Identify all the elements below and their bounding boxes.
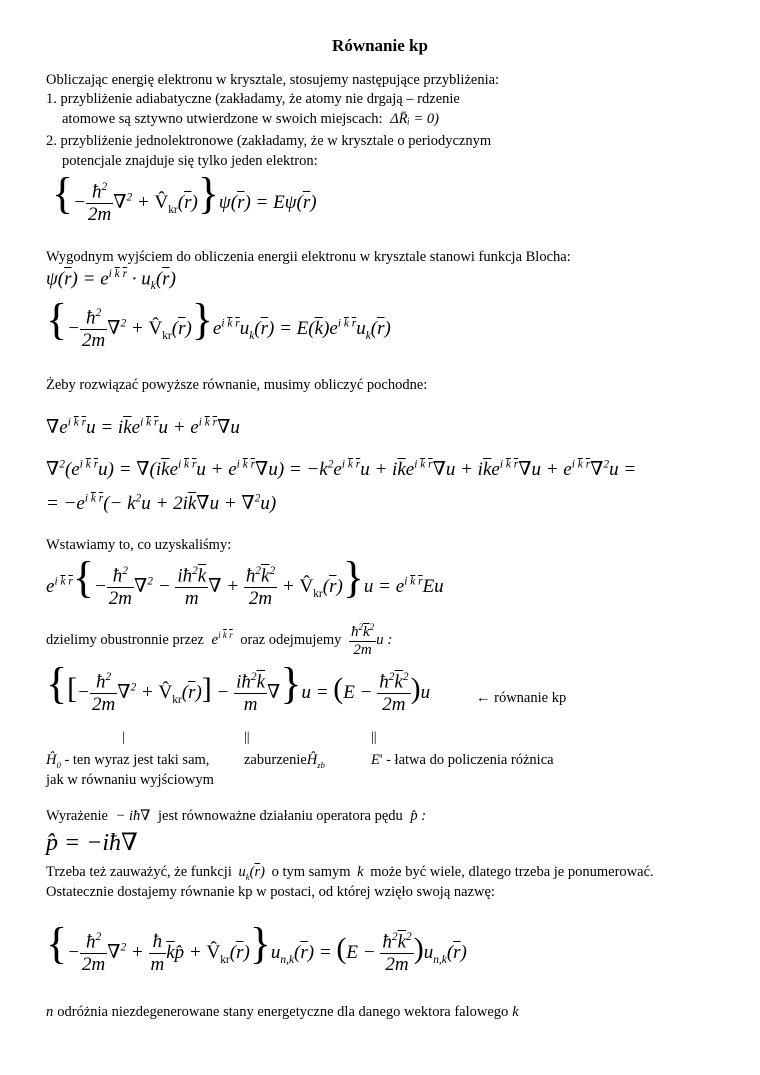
gradient-equation: $\nabla e^{i \overline{k} \overline{r}}u = i\overline{k}e^{i \overline{k} \overline{r}}u + e^{i \overline{k} \overline{r}}\nabla u$: [46, 416, 240, 438]
h0-label: $Ĥ_0$ - ten wyraz jest taki sam,: [46, 752, 210, 770]
divide-line: dzielimy obustronnie przez $e^{i \overline{k} \overline{r}}$ oraz odejmujemy $\frac{ħ^2\overline{k}^2}{2m}$ u :: [46, 622, 393, 659]
h0-label-cont: jak w równaniu wyjściowym: [46, 772, 214, 788]
momentum-operator: p̂ = −iħ∇: [46, 830, 138, 856]
approx-item-1: 1. przybliżenie adiabatyczne (zakładamy, że atomy nie drgają – rdzenie: [46, 91, 460, 107]
insert-intro: Wstawiamy to, co uzyskaliśmy:: [46, 537, 232, 553]
kp-final-equation: {− $\frac{ħ^2}{2m}$ ∇$^2$ + $\frac{ħ}{m}$ $\overline{k}p̂$ + $V̂_{kr}(\overline{r})\}u_{n,k}(\overline{r}) = (E$ − $\frac{ħ^2\overline{k}^2}{2m}$ )$u_{n,k}(\overline{r})$: [46, 919, 467, 976]
derivative-intro: Żeby rozwiązać powyższe równanie, musimy obliczyć pochodne:: [46, 377, 428, 393]
laplacian-equation-cont: = $-e^{i \overline{k} \overline{r}}(- k^2u + 2i\overline{k}\nabla u + \nabla^2u)$: [46, 492, 277, 514]
under-mark-perturb: ||: [244, 730, 250, 745]
laplacian-equation: $\nabla^2(e^{i \overline{k} \overline{r}}u) = \nabla(i\overline{k}e^{i \overline{k} \overline{r}}u + e^{i \overline{k} \overline{r}}\nabla u) = -k^2e^{i \overline{k} \overline{r}}u + i\overline{k}e^{i \overline{k} \overline{r}}\nabla u + i\overline{k}e^{i \overline{k} \overline{r}}\nabla u + e^{i \overline{k} \overline{r}}\nabla^2u$ =: [46, 458, 637, 480]
momentum-line: Wyrażenie − iħ∇ jest równoważne działaniu operatora pędu p̂ :: [46, 808, 427, 824]
kp-arrow-label: ← równanie kp: [476, 690, 567, 706]
perturbation-label: zaburzenieĤ$_{zb}$: [244, 752, 326, 770]
kp-derivation-equation: {[− $\frac{ħ^2}{2m}$ $\nabla^2 + V̂_{kr}(\overline{r})$] − $\frac{iħ^2\overline{k}}{m}$ ∇}u = (E − $\frac{ħ^2\overline{k}^2}{2m}$ )u: [46, 659, 431, 716]
approx-item-1-cont: atomowe są sztywno utwierdzone w swoich miejscach: ΔR̄ᵢ = 0): [62, 111, 439, 127]
bloch-equation: {− $\frac{ħ^2}{2m}$ $\nabla^2 + V̂_{kr}(\overline{r})\}e^{i \overline{k} \overline{r}}u_k(\overline{r}) = E(\overline{k})e^{i \overline{k} \overline{r}}u_k(\overline{r})$: [46, 295, 391, 352]
closing-line: n odróżnia niezdegenerowane stany energetyczne dla danego wektora falowego k: [46, 1004, 519, 1020]
schrodinger-equation: {− $\frac{ħ^2}{2m}$ $\nabla^2 + V̂_{kr}(\overline{r})\}\psi(\overline{r}) = E\psi(\overline{r})$: [52, 169, 317, 226]
approx-item-2-cont: potencjale znajduje się tylko jeden elektron:: [62, 153, 318, 169]
page-title: Równanie kp: [332, 36, 428, 55]
approx-item-2: 2. przybliżenie jednolektronowe (zakładamy, że w krysztale o periodycznym: [46, 133, 492, 149]
final-intro: Ostatecznie dostajemy równanie kp w postaci, od której wzięło swoją nazwę:: [46, 884, 495, 900]
bloch-function: $\psi(\overline{r}) = e^{i \overline{k} \overline{r}} \cdot u_k(\overline{r})$: [46, 268, 176, 293]
intro-line: Obliczając energię elektronu w krysztale, stosujemy następujące przybliżenia:: [46, 72, 500, 88]
numbering-line: Trzeba też zauważyć, że funkcji $u_k(\overline{r})$ o tym samym k może być wiele, dlatego trzeba je ponumerować.: [46, 864, 654, 882]
bloch-intro: Wygodnym wyjściem do obliczenia energii elektronu w krysztale stanowi funkcja Blocha:: [46, 249, 571, 265]
inserted-equation: $e^{i \overline{k} \overline{r}}\{-$ $\frac{ħ^2}{2m}$ ∇$^2$ − $\frac{iħ^2\overline{k}}{m}$ ∇ + $\frac{ħ^2\overline{k}^2}{2m}$ + $V̂_{kr}(\overline{r})\}u = e^{i \overline{k} \overline{r}}Eu$: [46, 553, 444, 610]
under-mark-eprime: ||: [371, 730, 377, 745]
eprime-label: E' - łatwa do policzenia różnica: [371, 752, 554, 768]
under-mark-h0: |: [122, 730, 125, 745]
